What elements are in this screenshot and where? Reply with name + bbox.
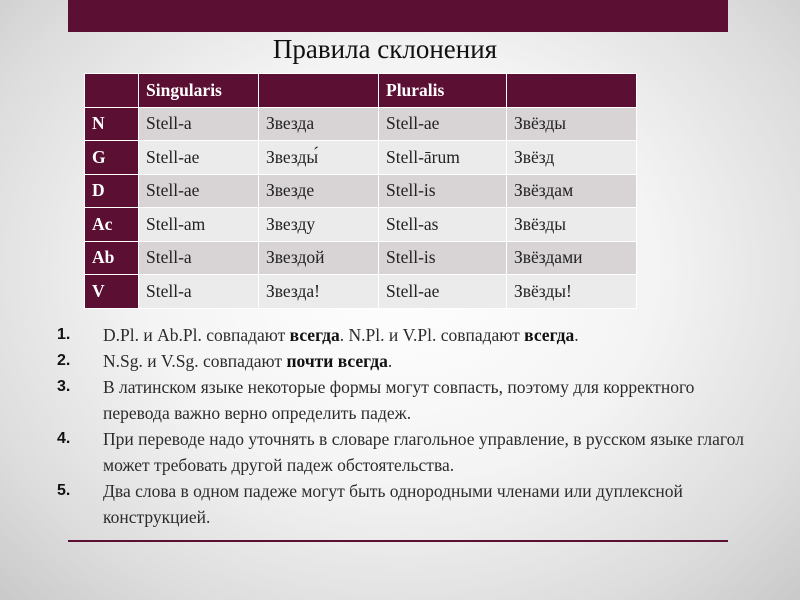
case-label: N [85,107,139,141]
singular-latin: Stell-ae [139,174,259,208]
rule-text: N.Sg. и V.Sg. совпадают [103,351,287,371]
case-label: Ac [85,208,139,242]
plural-latin: Stell-ae [379,275,507,309]
case-label: V [85,275,139,309]
rule-number: 3. [57,378,71,395]
rule-emphasis: всегда [524,325,575,345]
rule-emphasis: всегда [289,325,340,345]
header-cell-case [85,74,139,108]
rule-number: 4. [57,430,71,447]
rule-number: 2. [57,352,71,369]
table-row [85,141,637,175]
singular-latin: Stell-a [139,241,259,275]
singular-latin: Stell-a [139,275,259,309]
singular-russian: Звезду [259,208,379,242]
header-cell-plural-translation [507,74,637,108]
bottom-divider [68,540,728,542]
rule-item [57,426,757,478]
singular-russian: Звезда [259,107,379,141]
rule-text: При переводе надо уточнять в словаре глагольное управление, в русском языке глагол может требовать другой падеж обстоятельства. [103,429,744,475]
table-row [85,241,637,275]
table-header-row [85,74,637,108]
case-label: G [85,141,139,175]
plural-latin: Stell-ārum [379,141,507,175]
singular-latin: Stell-ae [139,141,259,175]
plural-latin: Stell-is [379,241,507,275]
rule-emphasis: почти всегда [286,351,388,371]
table-row [85,107,637,141]
singular-russian: Звезда! [259,275,379,309]
plural-russian: Звёзды! [507,275,637,309]
rule-item [57,374,757,426]
rule-text: . [387,351,393,371]
rule-text: . N.Pl. и V.Pl. совпадают [339,325,525,345]
header-cell-singular-translation [259,74,379,108]
rule-text: . [574,325,579,345]
plural-russian: Звёзд [507,141,637,175]
rule-text: Два слова в одном падеже могут быть однородными членами или дуплексной конструкцией. [103,481,683,527]
header-cell-singularis: Singularis [139,74,259,108]
page-title: Правила склонения [272,34,498,64]
rule-item [57,348,757,374]
table-row [85,208,637,242]
singular-latin: Stell-a [139,107,259,141]
plural-russian: Звёздами [507,241,637,275]
rule-text: D.Pl. и Ab.Pl. совпадают [103,325,290,345]
plural-russian: Звёздам [507,174,637,208]
case-label: D [85,174,139,208]
case-label: Ab [85,241,139,275]
rule-number: 1. [57,326,71,343]
rule-item [57,322,757,348]
singular-russian: Звезды́ [259,141,379,175]
declension-table [84,73,637,309]
plural-latin: Stell-ae [379,107,507,141]
rule-text: В латинском языке некоторые формы могут совпасть, поэтому для корректного перевода важно верно определить падеж. [103,377,695,423]
plural-latin: Stell-as [379,208,507,242]
table-row [85,174,637,208]
plural-russian: Звёзды [507,107,637,141]
header-cell-pluralis: Pluralis [379,74,507,108]
top-decor-band [68,0,728,32]
rules-list [57,322,757,530]
rule-item [57,478,757,530]
table-row [85,275,637,309]
rule-number: 5. [57,482,71,499]
singular-russian: Звездой [259,241,379,275]
plural-russian: Звёзды [507,208,637,242]
plural-latin: Stell-is [379,174,507,208]
singular-latin: Stell-am [139,208,259,242]
singular-russian: Звезде [259,174,379,208]
